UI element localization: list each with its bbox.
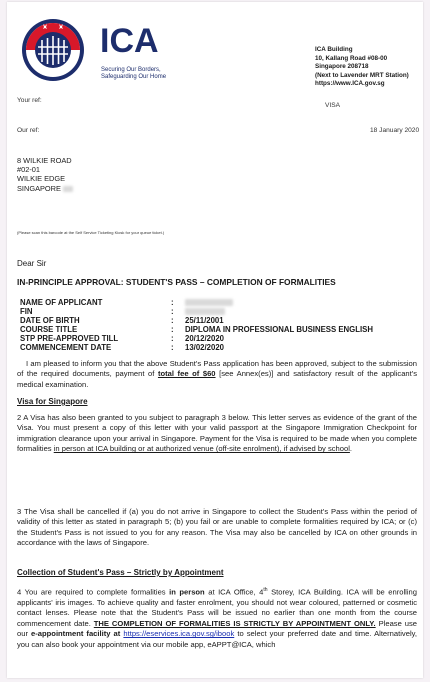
ica-logo [20, 14, 180, 86]
ica-address [315, 46, 409, 89]
paragraph-text: 4 You are required to complete formalities [17, 587, 170, 597]
field-label: NAME OF APPLICANT [20, 298, 103, 307]
paragraph-4 [17, 585, 417, 650]
field-label: FIN [20, 307, 33, 316]
paragraph-text: at ICA Office, 4 [204, 587, 264, 597]
logo-tagline: Securing Our Borders, Safeguarding Our Home [101, 67, 167, 80]
field-label: COMMENCEMENT DATE [20, 343, 112, 352]
superscript: th [263, 587, 268, 593]
in-person-text: in person [169, 587, 205, 597]
field-value: 13/02/2020 [185, 343, 225, 352]
our-ref-label: Our ref: [17, 127, 40, 134]
address-link[interactable]: https://www.ICA.gov.sg [315, 80, 385, 87]
field-label: DATE OF BIRTH [20, 316, 80, 325]
letter-page: ICA Securing Our Borders, Safeguarding Our Home ICA Building 10, Kallang Road #08-00 Singapore 208718 (Next to Lavender MRT Station) https://www.ICA.gov.sg Your ref: VISA Our ref: 18 January 2020 8 WILKIE ROAD #02-01 WILKIE EDGE SINGAPORE (Please scan this barcode at the Self Service Ticketing Kiosk for your queue ticket.) Dear Sir IN-PRINCIPLE APPROVAL: STUDENT'S PASS – COMPLETION OF FORMALITIES NAME OF APPLICANT : FIN : DATE OF BIRTH : 25/11/2001 COURSE TITLE : DIPLOMA IN PROFESSIONAL BUSINESS ENGLISH STP PRE-APPROVED TILL : 20/12/2020 COMMENCEMENT DATE : 13/02/2020 I am pleased to inform you that the above Student's Pass application has been approved, subject to the submission of the required documents, payment of total fee of $60 [see Annex(es)] and satisfactory result of the applicant's medical examination. Visa for Singapore 2 A Visa has also been granted to you subject to paragraph 3 below. This letter serves as evidence of the grant of the Visa. You must present a copy of this letter with your valid passport at the Singapore Immigration Checkpoint for immigration clearance upon your arrival in Singapore. Payment for the Visa is required to be made when you complete formalities in person at ICA building or at authorized venue (off-site enrolment), if advised by school. 3 The Visa shall be cancelled if (a) you do not arrive in Singapore to collect the Student's Pass within the period of validity of this letter as stated in paragraph 5; (b) you fail or are unable to complete formalities required by ICA; or (c) the Student's Pass is not issued to you for any reason. The Visa may also be cancelled by ICA on other grounds in accordance with the laws of Singapore. Collection of Student's Pass – Strictly by Appointment 4 You are required to complete formalities in person at ICA Office, 4th Storey, ICA Building. ICA will be enrolling applicants' iris images. To achieve quality and faster enrolment, you should not wear coloured, patterned or cosmetic contact lenses. Please note that the Student's Pass will be issued no earlier than one month from the course commencement date. THE COMPLETION OF FORMALITIES IS STRICTLY BY APPOINTMENT ONLY. Please use our e-appointment facility at https://eservices.ica.gov.sg/ibook to select your preferred date and time. Alternatively, you can also book your appointment via our mobile app, eAPPT@ICA, which [7, 2, 423, 678]
field-value: 20/12/2020 [185, 334, 225, 343]
recipient-line: WILKIE EDGE [17, 174, 66, 184]
redacted-fin [185, 308, 225, 315]
recipient-line: SINGAPORE [17, 183, 61, 193]
ica-crest-icon [20, 14, 92, 86]
redacted-postcode [63, 186, 73, 192]
paragraph-3: 3 The Visa shall be cancelled if (a) you do not arrive in Singapore to collect the Student's Pass within the period of validity of this letter as stated in paragraph 5; (b) you fail or are unable to complete formalities required by ICA; or (c) the Student's Pass is not issued to you for any reason. The Visa may also be cancelled by ICA on other grounds in accordance with the laws of Singapore. [17, 507, 417, 548]
address-line: Singapore 208718 [315, 63, 369, 70]
redacted-name [185, 299, 233, 306]
logo-text: ICA [100, 22, 159, 60]
barcode-note: (Please scan this barcode at the Self Service Ticketing Kiosk for your queue ticket.) [17, 230, 165, 235]
eappointment-link[interactable]: https://eservices.ica.gov.sg/ibook [123, 629, 235, 639]
address-line: (Next to Lavender MRT Station) [315, 71, 409, 79]
address-line: ICA Building [315, 46, 353, 53]
letter-date: 18 January 2020 [370, 127, 420, 134]
your-ref-label: Your ref: [17, 97, 42, 104]
address-line: 10, Kallang Road #08-00 [315, 54, 388, 62]
paragraph-text: Please use our [17, 618, 417, 639]
recipient-address [17, 156, 73, 193]
paragraph-text: . [349, 444, 353, 454]
eappointment-label: e-appointment facility at [31, 629, 121, 639]
paragraph-text: I am pleased to inform you that the above Student's Pass application has been approved, subject to the submission of the required documents, payment of [17, 359, 417, 379]
total-fee: total fee of $60 [157, 369, 216, 379]
visa-label: VISA [325, 102, 341, 109]
salutation: Dear Sir [17, 259, 47, 268]
paragraph-underlined: in person at ICA building or at authorized venue (off-site enrolment), if advised by school [53, 444, 350, 454]
field-label: STP PRE-APPROVED TILL [20, 334, 119, 343]
field-value: DIPLOMA IN PROFESSIONAL BUSINESS ENGLISH [185, 325, 374, 334]
letter-subject: IN-PRINCIPLE APPROVAL: STUDENT'S PASS – COMPLETION OF FORMALITIES [17, 277, 336, 287]
paragraph-text: Storey, ICA Building. ICA will be enrolling applicants' iris images. To achieve quality and faster enrolment, you should not wear coloured, patterned or cosmetic contact lenses. Please note that the Student's Pass will be issued no earlier than one month from the course commencement date. [17, 587, 417, 628]
section-title-visa: Visa for Singapore [17, 397, 88, 406]
paragraph-1 [17, 359, 417, 390]
field-value: 25/11/2001 [185, 316, 224, 325]
recipient-line: 8 WILKIE ROAD [17, 156, 72, 165]
paragraph-text: to select your preferred date and time. Alternatively, you can also book your appointment via our mobile app, eAPPT@ICA, which [17, 629, 417, 649]
recipient-line: #02-01 [17, 165, 41, 175]
section-title-collection: Collection of Student's Pass – Strictly by Appointment [17, 568, 224, 577]
paragraph-text: [see Annex(es)] and satisfactory result of the applicant's medical examination. [17, 369, 418, 389]
paragraph-2 [17, 413, 417, 455]
strict-appointment-text: THE COMPLETION OF FORMALITIES IS STRICTLY BY APPOINTMENT ONLY. [93, 618, 376, 628]
field-label: COURSE TITLE [20, 325, 78, 334]
paragraph-text: 2 A Visa has also been granted to you subject to paragraph 3 below. This letter serves as evidence of the grant of the Visa. You must present a copy of this letter with your valid passport at the Singapore Immigration Checkpoint for immigration clearance upon your arrival in Singapore. Payment for the Visa is required to be made when you complete formalities [17, 413, 417, 454]
